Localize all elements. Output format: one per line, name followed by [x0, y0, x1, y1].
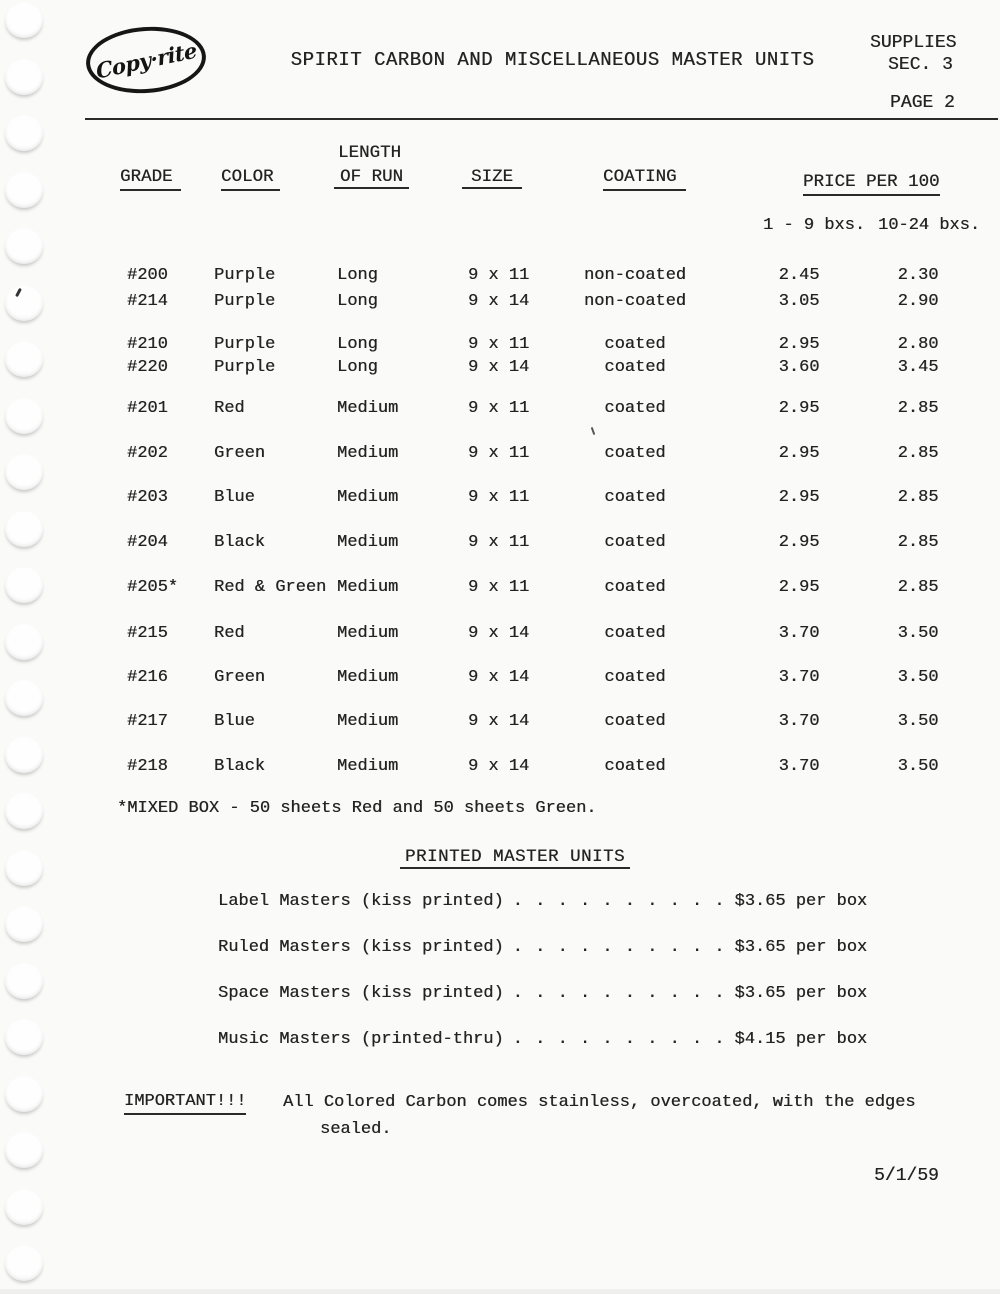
table-row — [0, 533, 1000, 555]
cell-size: 9 x 14 — [468, 292, 530, 311]
cell-grade: #220 — [127, 358, 168, 377]
table-row — [0, 624, 1000, 646]
cell-length: Long — [337, 266, 378, 285]
important-text-line1: All Colored Carbon comes stainless, overcoated, with the edges — [283, 1093, 916, 1112]
cell-color: Red — [214, 399, 245, 418]
cell-length: Medium — [337, 444, 399, 463]
cell-price_1_9: 2.45 — [778, 266, 820, 285]
cell-grade: #218 — [127, 757, 168, 776]
cell-size: 9 x 11 — [468, 578, 530, 597]
dot-leader: . . . . . . . . . . — [512, 1030, 726, 1049]
cell-length: Medium — [337, 624, 399, 643]
cell-size: 9 x 14 — [468, 358, 530, 377]
cell-coating: coated — [604, 335, 666, 354]
table-row — [0, 399, 1000, 421]
cell-price_1_9: 3.05 — [778, 292, 820, 311]
table-row — [0, 488, 1000, 510]
cell-size: 9 x 14 — [468, 757, 530, 776]
table-row — [0, 358, 1000, 380]
table-row — [0, 757, 1000, 779]
printed-master-item — [218, 1030, 918, 1052]
binding-hole — [5, 850, 43, 886]
cell-price_10_24: 2.85 — [897, 533, 939, 552]
col-header-coating: COATING — [603, 167, 686, 187]
printed-master-item-label: Space Masters (kiss printed) — [218, 984, 504, 1003]
cell-price_1_9: 3.70 — [778, 757, 820, 776]
cell-coating: coated — [604, 757, 666, 776]
cell-length: Medium — [337, 578, 399, 597]
cell-length: Long — [337, 335, 378, 354]
mixed-box-footnote: *MIXED BOX - 50 sheets Red and 50 sheets Green. — [117, 799, 597, 818]
cell-coating: coated — [604, 668, 666, 687]
cell-price_10_24: 3.50 — [897, 757, 939, 776]
cell-color: Green — [214, 444, 266, 463]
binding-hole — [5, 172, 43, 208]
page-title: SPIRIT CARBON AND MISCELLANEOUS MASTER UNITS — [290, 49, 815, 71]
cell-length: Medium — [337, 533, 399, 552]
cell-color: Blue — [214, 488, 255, 507]
cell-grade: #214 — [127, 292, 168, 311]
binding-hole — [5, 1076, 43, 1112]
scan-edge-shade — [0, 1289, 1000, 1294]
printed-master-item-price: $3.65 per box — [734, 938, 868, 957]
printed-master-item-label: Label Masters (kiss printed) — [218, 892, 504, 911]
cell-price_1_9: 2.95 — [778, 488, 820, 507]
table-row — [0, 444, 1000, 466]
binding-hole — [5, 59, 43, 95]
header-rule — [85, 118, 998, 120]
cell-price_10_24: 2.85 — [897, 399, 939, 418]
scan-speck — [591, 427, 596, 435]
col-header-color: COLOR — [221, 167, 280, 187]
cell-price_1_9: 2.95 — [778, 399, 820, 418]
important-text-line2: sealed. — [320, 1120, 392, 1139]
cell-grade: #205* — [127, 578, 179, 597]
cell-coating: coated — [604, 712, 666, 731]
cell-price_1_9: 3.60 — [778, 358, 820, 377]
cell-price_10_24: 2.85 — [897, 578, 939, 597]
cell-price_10_24: 2.90 — [897, 292, 939, 311]
cell-size: 9 x 11 — [468, 399, 530, 418]
cell-size: 9 x 11 — [468, 444, 530, 463]
cell-coating: non-coated — [583, 266, 687, 285]
cell-price_10_24: 3.45 — [897, 358, 939, 377]
cell-color: Black — [214, 533, 266, 552]
cell-color: Purple — [214, 266, 276, 285]
cell-price_1_9: 2.95 — [778, 533, 820, 552]
copyrite-logo — [84, 23, 208, 97]
date: 5/1/59 — [874, 1166, 939, 1186]
cell-price_10_24: 2.85 — [897, 488, 939, 507]
cell-price_1_9: 2.95 — [778, 444, 820, 463]
cell-price_10_24: 3.50 — [897, 624, 939, 643]
cell-size: 9 x 11 — [468, 335, 530, 354]
binding-hole — [5, 2, 43, 38]
col-header-size: SIZE — [462, 167, 522, 187]
cell-size: 9 x 11 — [468, 266, 530, 285]
col-header-length-line2: OF RUN — [334, 167, 409, 187]
cell-length: Medium — [337, 757, 399, 776]
cell-length: Medium — [337, 399, 399, 418]
cell-price_10_24: 3.50 — [897, 668, 939, 687]
cell-color: Black — [214, 757, 266, 776]
table-row — [0, 266, 1000, 288]
cell-grade: #204 — [127, 533, 168, 552]
cell-size: 9 x 11 — [468, 533, 530, 552]
table-row — [0, 292, 1000, 314]
table-row — [0, 335, 1000, 357]
cell-coating: coated — [604, 624, 666, 643]
cell-length: Long — [337, 292, 378, 311]
table-row — [0, 668, 1000, 690]
cell-grade: #201 — [127, 399, 168, 418]
printed-master-item-price: $3.65 per box — [734, 984, 868, 1003]
cell-coating: coated — [604, 488, 666, 507]
cell-price_10_24: 2.85 — [897, 444, 939, 463]
cell-color: Red & Green — [214, 578, 327, 597]
col-header-grade: GRADE — [120, 167, 181, 187]
cell-coating: non-coated — [583, 292, 687, 311]
printed-master-item-label: Music Masters (printed-thru) — [218, 1030, 504, 1049]
cell-color: Purple — [214, 358, 276, 377]
table-row — [0, 712, 1000, 734]
copyrite-logo-text: Copy·rite — [94, 36, 198, 84]
cell-coating: coated — [604, 444, 666, 463]
col-header-price: PRICE PER 100 — [803, 172, 940, 192]
binding-hole — [5, 228, 43, 264]
printed-master-item — [218, 984, 918, 1006]
supplies-label: SUPPLIES — [870, 33, 957, 53]
cell-price_1_9: 3.70 — [778, 624, 820, 643]
cell-coating: coated — [604, 578, 666, 597]
dot-leader: . . . . . . . . . . — [512, 938, 726, 957]
section-label: SEC. 3 — [888, 55, 953, 75]
cell-price_10_24: 3.50 — [897, 712, 939, 731]
page-number: PAGE 2 — [890, 93, 955, 113]
binding-hole — [5, 1132, 43, 1168]
cell-price_10_24: 2.80 — [897, 335, 939, 354]
cell-coating: coated — [604, 533, 666, 552]
binding-hole — [5, 906, 43, 942]
cell-price_1_9: 2.95 — [778, 578, 820, 597]
cell-price_1_9: 3.70 — [778, 712, 820, 731]
important-label: IMPORTANT!!! — [124, 1092, 246, 1111]
binding-hole — [5, 1019, 43, 1055]
printed-master-item-label: Ruled Masters (kiss printed) — [218, 938, 504, 957]
cell-grade: #203 — [127, 488, 168, 507]
cell-color: Green — [214, 668, 266, 687]
cell-color: Purple — [214, 335, 276, 354]
cell-coating: coated — [604, 358, 666, 377]
cell-length: Medium — [337, 668, 399, 687]
cell-grade: #200 — [127, 266, 168, 285]
cell-grade: #210 — [127, 335, 168, 354]
cell-coating: coated — [604, 399, 666, 418]
printed-master-item — [218, 938, 918, 960]
printed-master-item-price: $3.65 per box — [734, 892, 868, 911]
binding-hole — [5, 115, 43, 151]
table-row — [0, 578, 1000, 600]
printed-master-units-title: PRINTED MASTER UNITS — [397, 847, 633, 867]
cell-price_10_24: 2.30 — [897, 266, 939, 285]
binding-hole — [5, 1189, 43, 1225]
cell-length: Medium — [337, 712, 399, 731]
cell-size: 9 x 14 — [468, 668, 530, 687]
binding-hole — [5, 1245, 43, 1281]
printed-master-item — [218, 892, 918, 914]
binding-hole — [5, 963, 43, 999]
cell-grade: #202 — [127, 444, 168, 463]
price-subheader-1-9: 1 - 9 bxs. — [763, 216, 866, 235]
cell-price_1_9: 3.70 — [778, 668, 820, 687]
cell-color: Purple — [214, 292, 276, 311]
cell-color: Red — [214, 624, 245, 643]
binding-hole — [5, 793, 43, 829]
cell-length: Medium — [337, 488, 399, 507]
dot-leader: . . . . . . . . . . — [512, 892, 726, 911]
cell-price_1_9: 2.95 — [778, 335, 820, 354]
cell-grade: #216 — [127, 668, 168, 687]
price-subheader-10-24: 10-24 bxs. — [878, 216, 981, 235]
cell-size: 9 x 14 — [468, 624, 530, 643]
cell-color: Blue — [214, 712, 255, 731]
col-header-length-line1: LENGTH — [338, 143, 402, 163]
cell-grade: #217 — [127, 712, 168, 731]
cell-length: Long — [337, 358, 378, 377]
printed-master-item-price: $4.15 per box — [734, 1030, 868, 1049]
dot-leader: . . . . . . . . . . — [512, 984, 726, 1003]
cell-grade: #215 — [127, 624, 168, 643]
cell-size: 9 x 14 — [468, 712, 530, 731]
cell-size: 9 x 11 — [468, 488, 530, 507]
